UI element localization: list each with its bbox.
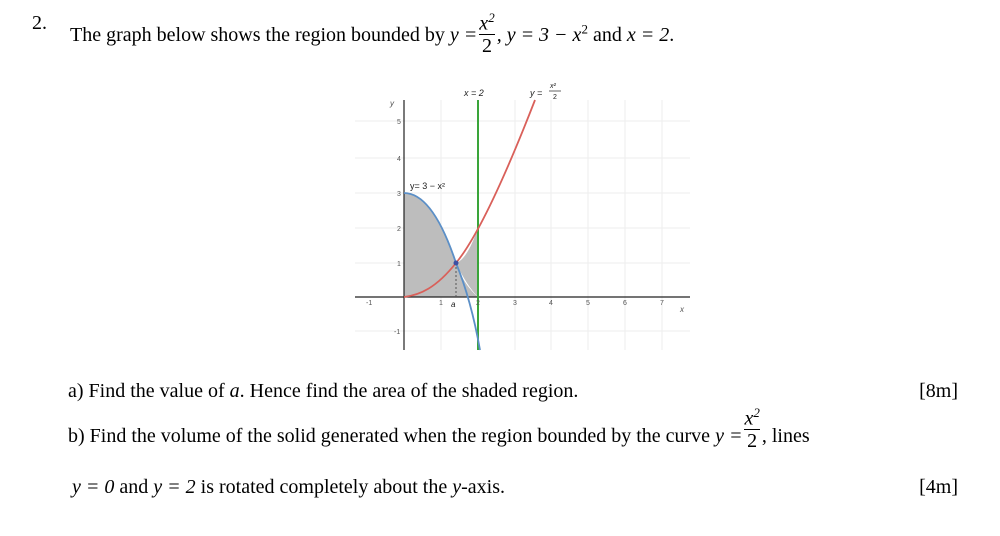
part-b-marks: [4m]: [919, 476, 958, 498]
graph-svg: [350, 80, 695, 360]
part-a-text-1: Find the value of: [88, 380, 225, 402]
label-curve-red-num: x²: [550, 83, 556, 90]
label-curve-red-lhs: y =: [530, 88, 543, 98]
part-b: [68, 405, 810, 462]
tick-x-6: 6: [623, 300, 627, 307]
part-b-curve-num-exp: 2: [753, 405, 760, 420]
part-b-curve-lhs: y =: [715, 424, 743, 447]
label-a: a: [451, 300, 456, 309]
part-a-var: a: [229, 380, 240, 402]
part-b-curve-fraction: [744, 403, 759, 452]
label-curve-blue: y= 3 − x²: [410, 181, 446, 191]
part-b-line2: y = 2: [153, 476, 196, 498]
tick-y-5: 5: [397, 119, 401, 126]
tick-x-2: 2: [476, 300, 480, 307]
axis-label-x: x: [680, 305, 684, 314]
region-graph: [350, 80, 695, 360]
question-number: 2.: [32, 12, 47, 34]
part-b-line-2: [72, 476, 505, 499]
curve1-den: 2: [481, 34, 492, 57]
curve1-num: x: [479, 12, 489, 35]
tick-y-3: 3: [397, 191, 401, 198]
x-ticks: [366, 300, 664, 307]
tick-x-7: 7: [660, 300, 664, 307]
axis-label-y: y: [390, 99, 394, 108]
part-b-text-1: Find the volume of the solid generated when the region bounded by the curve: [89, 424, 711, 447]
curve2-exp: 2: [581, 21, 588, 37]
part-b-line1: y = 0: [72, 476, 115, 498]
stem-prefix: The graph below shows the region bounded by: [70, 23, 445, 46]
label-x-eq-2: x = 2: [464, 88, 484, 98]
part-b-and: and: [119, 476, 149, 498]
curve1-lhs: y =: [449, 23, 478, 46]
curve1-fraction: [479, 8, 494, 57]
tick-y-2: 2: [397, 226, 401, 233]
stem-period: .: [669, 23, 675, 46]
intersection-point: [454, 261, 459, 266]
tick-x-neg1: -1: [366, 300, 373, 307]
tick-y-4: 4: [397, 156, 401, 163]
part-a-text-2: . Hence find the area of the shaded region.: [239, 380, 579, 402]
tick-x-1: 1: [439, 300, 443, 307]
tick-y-neg1: -1: [394, 329, 401, 336]
part-b-axis: y: [452, 476, 462, 498]
label-curve-red-den: 2: [553, 94, 557, 101]
part-a-label: a): [68, 380, 84, 402]
part-b-curve-den: 2: [747, 429, 758, 452]
part-b-curve-num: x: [744, 407, 754, 430]
curve2: , y = 3 − x: [496, 23, 582, 46]
question-stem: [70, 12, 674, 61]
part-a-marks: [8m]: [919, 380, 958, 402]
tick-x-5: 5: [586, 300, 590, 307]
tick-x-3: 3: [513, 300, 517, 307]
part-a: [68, 380, 578, 403]
part-b-label: b): [68, 424, 85, 447]
line-x: x = 2: [626, 23, 670, 46]
tick-x-4: 4: [549, 300, 553, 307]
part-b-text-2: , lines: [761, 424, 810, 447]
part-b-text-3: is rotated completely about the: [200, 476, 448, 498]
and-text: and: [592, 23, 622, 46]
part-b-text-4: -axis.: [461, 476, 506, 498]
curve1-num-exp: 2: [488, 10, 495, 25]
tick-y-1: 1: [397, 261, 401, 268]
